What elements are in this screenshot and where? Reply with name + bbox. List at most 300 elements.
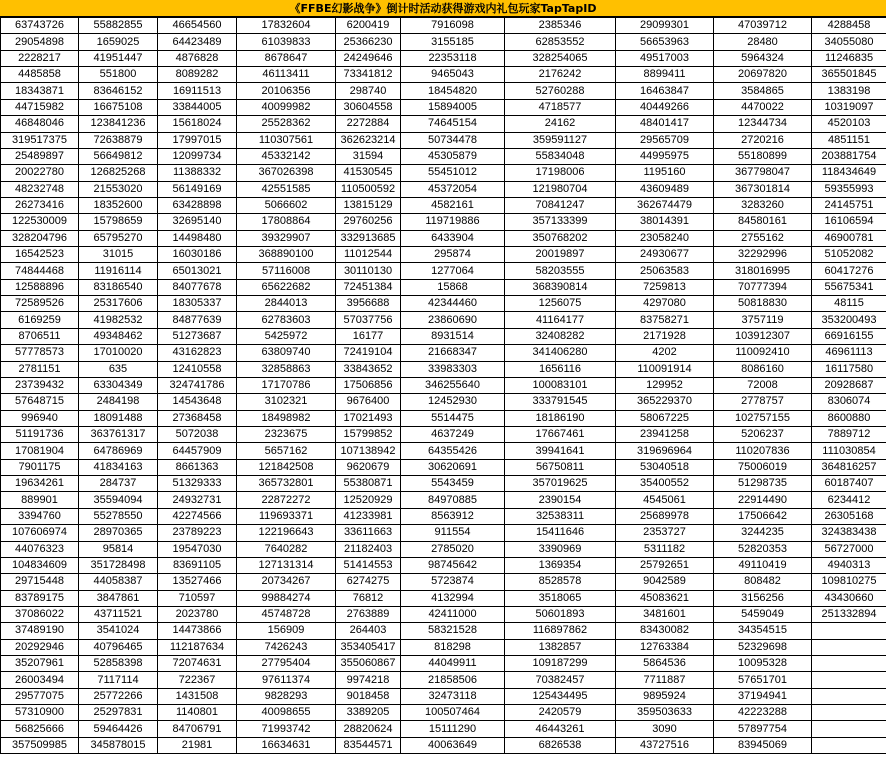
table-cell[interactable]: 251332894 [812,606,886,622]
table-cell[interactable]: 58067225 [616,410,714,426]
table-cell[interactable]: 5066602 [237,197,336,213]
table-cell[interactable]: 2171928 [616,328,714,344]
table-cell[interactable]: 1659025 [79,34,158,50]
table-cell[interactable]: 83186540 [79,279,158,295]
table-cell[interactable]: 3757119 [714,312,812,328]
table-cell[interactable]: 156909 [237,623,336,639]
table-cell[interactable]: 110091914 [616,361,714,377]
table-cell[interactable]: 2720216 [714,132,812,148]
table-cell[interactable]: 30110130 [336,263,401,279]
table-cell[interactable]: 84580161 [714,214,812,230]
table-cell[interactable]: 73341812 [336,67,401,83]
table-cell[interactable]: 20292946 [1,639,79,655]
table-cell[interactable] [812,737,886,753]
table-cell[interactable]: 364816257 [812,459,886,475]
table-cell[interactable]: 20106356 [237,83,336,99]
table-cell[interactable]: 33983303 [401,361,505,377]
table-cell[interactable]: 3584865 [714,83,812,99]
table-cell[interactable]: 15868 [401,279,505,295]
table-cell[interactable]: 722367 [158,672,237,688]
table-cell[interactable]: 1369354 [505,557,616,573]
table-cell[interactable]: 365501845 [812,67,886,83]
table-cell[interactable]: 17021493 [336,410,401,426]
table-cell[interactable]: 8678647 [237,50,336,66]
table-cell[interactable] [812,623,886,639]
table-cell[interactable]: 17667461 [505,426,616,442]
table-cell[interactable]: 13815129 [336,197,401,213]
table-cell[interactable]: 8899411 [616,67,714,83]
table-cell[interactable]: 121980704 [505,181,616,197]
table-cell[interactable]: 6826538 [505,737,616,753]
table-cell[interactable]: 4940313 [812,557,886,573]
table-cell[interactable]: 2763889 [336,606,401,622]
table-cell[interactable]: 43430660 [812,590,886,606]
table-cell[interactable]: 24145751 [812,197,886,213]
table-cell[interactable]: 15111290 [401,721,505,737]
table-cell[interactable]: 5072038 [158,426,237,442]
table-cell[interactable]: 2272884 [336,116,401,132]
table-cell[interactable]: 49517003 [616,50,714,66]
table-cell[interactable]: 15798659 [79,214,158,230]
table-cell[interactable]: 6234412 [812,492,886,508]
table-cell[interactable]: 2323675 [237,426,336,442]
table-cell[interactable]: 40449266 [616,99,714,115]
table-cell[interactable]: 28820624 [336,721,401,737]
table-cell[interactable]: 50818830 [714,296,812,312]
table-cell[interactable]: 3244235 [714,525,812,541]
table-cell[interactable]: 45332142 [237,148,336,164]
table-cell[interactable]: 37489190 [1,623,79,639]
table-cell[interactable]: 6433904 [401,230,505,246]
table-cell[interactable]: 27368458 [158,410,237,426]
table-cell[interactable]: 351728498 [79,557,158,573]
table-cell[interactable]: 60417276 [812,263,886,279]
table-cell[interactable]: 112187634 [158,639,237,655]
table-cell[interactable]: 43609489 [616,181,714,197]
table-cell[interactable]: 62783603 [237,312,336,328]
table-cell[interactable]: 58203555 [505,263,616,279]
table-cell[interactable]: 18352600 [79,197,158,213]
table-cell[interactable]: 3283260 [714,197,812,213]
table-cell[interactable]: 32408282 [505,328,616,344]
table-cell[interactable]: 56750811 [505,459,616,475]
table-cell[interactable]: 46848046 [1,116,79,132]
table-cell[interactable]: 83430082 [616,623,714,639]
table-cell[interactable]: 5723874 [401,574,505,590]
table-cell[interactable]: 72419104 [336,345,401,361]
table-cell[interactable]: 55380871 [336,476,401,492]
table-cell[interactable]: 18186190 [505,410,616,426]
table-cell[interactable]: 41951447 [79,50,158,66]
table-cell[interactable]: 1140801 [158,705,237,721]
table-cell[interactable]: 367026398 [237,165,336,181]
table-cell[interactable]: 25317606 [79,296,158,312]
table-cell[interactable]: 367798047 [714,165,812,181]
table-cell[interactable]: 111030854 [812,443,886,459]
table-cell[interactable]: 64355426 [401,443,505,459]
table-cell[interactable]: 5964324 [714,50,812,66]
table-cell[interactable]: 100083101 [505,377,616,393]
table-cell[interactable]: 3090 [616,721,714,737]
table-cell[interactable]: 357133399 [505,214,616,230]
table-cell[interactable]: 17506856 [336,377,401,393]
table-cell[interactable]: 6169259 [1,312,79,328]
table-cell[interactable]: 25297831 [79,705,158,721]
table-cell[interactable]: 362623214 [336,132,401,148]
table-cell[interactable]: 22353118 [401,50,505,66]
table-cell[interactable]: 20019897 [505,247,616,263]
table-cell[interactable]: 8306074 [812,394,886,410]
table-cell[interactable]: 57897754 [714,721,812,737]
table-cell[interactable]: 16542523 [1,247,79,263]
table-cell[interactable]: 9974218 [336,672,401,688]
table-cell[interactable]: 48401417 [616,116,714,132]
table-cell[interactable]: 17198006 [505,165,616,181]
table-cell[interactable]: 56825666 [1,721,79,737]
table-cell[interactable]: 25063583 [616,263,714,279]
table-cell[interactable] [812,672,886,688]
table-cell[interactable]: 119719886 [401,214,505,230]
table-cell[interactable]: 12099734 [158,148,237,164]
table-cell[interactable]: 362674479 [616,197,714,213]
table-cell[interactable]: 74645154 [401,116,505,132]
table-cell[interactable]: 46113411 [237,67,336,83]
table-cell[interactable]: 5206237 [714,426,812,442]
table-cell[interactable]: 4520103 [812,116,886,132]
table-cell[interactable]: 97611374 [237,672,336,688]
table-cell[interactable]: 51329333 [158,476,237,492]
table-cell[interactable]: 83758271 [616,312,714,328]
table-cell[interactable]: 5459049 [714,606,812,622]
table-cell[interactable]: 4202 [616,345,714,361]
table-cell[interactable]: 110307561 [237,132,336,148]
table-cell[interactable]: 4545061 [616,492,714,508]
table-cell[interactable]: 359503633 [616,705,714,721]
table-cell[interactable]: 56149169 [158,181,237,197]
table-cell[interactable]: 4485858 [1,67,79,83]
table-cell[interactable]: 52329698 [714,639,812,655]
table-cell[interactable]: 11012544 [336,247,401,263]
table-cell[interactable]: 29054898 [1,34,79,50]
table-cell[interactable]: 16106594 [812,214,886,230]
table-cell[interactable]: 284737 [79,476,158,492]
table-cell[interactable]: 264403 [336,623,401,639]
table-cell[interactable]: 109810275 [812,574,886,590]
table-cell[interactable]: 127131314 [237,557,336,573]
table-cell[interactable]: 345878015 [79,737,158,753]
table-cell[interactable]: 4876828 [158,50,237,66]
table-cell[interactable]: 8563912 [401,508,505,524]
table-cell[interactable]: 33844005 [158,99,237,115]
table-cell[interactable]: 21182403 [336,541,401,557]
table-cell[interactable]: 64423489 [158,34,237,50]
table-cell[interactable]: 59355993 [812,181,886,197]
table-cell[interactable]: 48115 [812,296,886,312]
table-cell[interactable]: 65795270 [79,230,158,246]
table-cell[interactable]: 3156256 [714,590,812,606]
table-cell[interactable]: 64786969 [79,443,158,459]
table-cell[interactable]: 996940 [1,410,79,426]
table-cell[interactable]: 55675341 [812,279,886,295]
table-cell[interactable]: 11916114 [79,263,158,279]
table-cell[interactable]: 62853552 [505,34,616,50]
table-cell[interactable]: 15894005 [401,99,505,115]
table-cell[interactable]: 2755162 [714,230,812,246]
table-cell[interactable]: 19547030 [158,541,237,557]
table-cell[interactable]: 551800 [79,67,158,83]
table-cell[interactable]: 7426243 [237,639,336,655]
table-cell[interactable]: 44076323 [1,541,79,557]
table-cell[interactable]: 58321528 [401,623,505,639]
table-cell[interactable]: 52820353 [714,541,812,557]
table-cell[interactable]: 72008 [714,377,812,393]
table-cell[interactable]: 1383198 [812,83,886,99]
table-cell[interactable]: 64457909 [158,443,237,459]
table-cell[interactable]: 23860690 [401,312,505,328]
table-cell[interactable]: 83945069 [714,737,812,753]
table-cell[interactable]: 49348462 [79,328,158,344]
table-cell[interactable]: 57651701 [714,672,812,688]
table-cell[interactable]: 29715448 [1,574,79,590]
table-cell[interactable]: 42274566 [158,508,237,524]
table-cell[interactable]: 2228217 [1,50,79,66]
table-cell[interactable]: 41164177 [505,312,616,328]
table-cell[interactable]: 84706791 [158,721,237,737]
table-cell[interactable]: 17170786 [237,377,336,393]
table-cell[interactable]: 353405417 [336,639,401,655]
table-cell[interactable]: 911554 [401,525,505,541]
table-cell[interactable]: 328204796 [1,230,79,246]
table-cell[interactable]: 110092410 [714,345,812,361]
table-cell[interactable]: 32473118 [401,688,505,704]
table-cell[interactable]: 7640282 [237,541,336,557]
table-cell[interactable]: 368890100 [237,247,336,263]
table-cell[interactable]: 3847861 [79,590,158,606]
table-cell[interactable]: 17506642 [714,508,812,524]
table-cell[interactable]: 16030186 [158,247,237,263]
table-cell[interactable]: 107606974 [1,525,79,541]
table-cell[interactable]: 46961113 [812,345,886,361]
table-cell[interactable]: 4637249 [401,426,505,442]
table-cell[interactable]: 18343871 [1,83,79,99]
table-cell[interactable]: 15799852 [336,426,401,442]
table-cell[interactable]: 75006019 [714,459,812,475]
table-cell[interactable]: 55180899 [714,148,812,164]
table-cell[interactable]: 63743726 [1,18,79,34]
table-cell[interactable]: 357019625 [505,476,616,492]
table-cell[interactable]: 12410558 [158,361,237,377]
table-cell[interactable]: 27795404 [237,656,336,672]
table-cell[interactable]: 23789223 [158,525,237,541]
table-cell[interactable]: 7259813 [616,279,714,295]
table-cell[interactable]: 34354515 [714,623,812,639]
table-cell[interactable]: 368390814 [505,279,616,295]
table-cell[interactable]: 72451384 [336,279,401,295]
table-cell[interactable]: 74844468 [1,263,79,279]
table-cell[interactable]: 9018458 [336,688,401,704]
table-cell[interactable]: 25366230 [336,34,401,50]
table-cell[interactable]: 107138942 [336,443,401,459]
table-cell[interactable]: 57648715 [1,394,79,410]
table-cell[interactable]: 21553020 [79,181,158,197]
table-cell[interactable]: 318016995 [714,263,812,279]
table-cell[interactable]: 13527466 [158,574,237,590]
table-cell[interactable] [812,721,886,737]
table-cell[interactable]: 35594094 [79,492,158,508]
table-cell[interactable]: 34055080 [812,34,886,50]
table-cell[interactable]: 70382457 [505,672,616,688]
table-cell[interactable]: 295874 [401,247,505,263]
table-cell[interactable]: 84077678 [158,279,237,295]
table-cell[interactable]: 23941258 [616,426,714,442]
table-cell[interactable]: 95814 [79,541,158,557]
table-cell[interactable]: 9042589 [616,574,714,590]
table-cell[interactable]: 3102321 [237,394,336,410]
table-cell[interactable]: 6200419 [336,18,401,34]
table-cell[interactable]: 5657162 [237,443,336,459]
table-cell[interactable]: 72589526 [1,296,79,312]
table-cell[interactable]: 65013021 [158,263,237,279]
table-cell[interactable]: 3956688 [336,296,401,312]
table-cell[interactable]: 5864536 [616,656,714,672]
table-cell[interactable]: 28970365 [79,525,158,541]
table-cell[interactable]: 1195160 [616,165,714,181]
table-cell[interactable]: 66916155 [812,328,886,344]
table-cell[interactable]: 3518065 [505,590,616,606]
table-cell[interactable]: 44049911 [401,656,505,672]
table-cell[interactable]: 70841247 [505,197,616,213]
table-cell[interactable]: 18305337 [158,296,237,312]
table-cell[interactable]: 17832604 [237,18,336,34]
table-cell[interactable]: 99884274 [237,590,336,606]
table-cell[interactable]: 16675108 [79,99,158,115]
table-cell[interactable]: 16463847 [616,83,714,99]
table-cell[interactable]: 46654560 [158,18,237,34]
table-cell[interactable]: 65622682 [237,279,336,295]
table-cell[interactable]: 357509985 [1,737,79,753]
table-cell[interactable]: 37086022 [1,606,79,622]
table-cell[interactable]: 26273416 [1,197,79,213]
table-cell[interactable]: 17808864 [237,214,336,230]
table-cell[interactable]: 122196643 [237,525,336,541]
table-cell[interactable]: 8706511 [1,328,79,344]
table-cell[interactable]: 17010020 [79,345,158,361]
table-cell[interactable]: 23739432 [1,377,79,393]
table-cell[interactable]: 365732801 [237,476,336,492]
table-cell[interactable]: 635 [79,361,158,377]
table-cell[interactable]: 20022780 [1,165,79,181]
table-cell[interactable]: 26305168 [812,508,886,524]
table-cell[interactable]: 57310900 [1,705,79,721]
table-cell[interactable]: 22914490 [714,492,812,508]
table-cell[interactable]: 818298 [401,639,505,655]
table-cell[interactable]: 42551585 [237,181,336,197]
table-cell[interactable]: 24162 [505,116,616,132]
table-cell[interactable]: 2781151 [1,361,79,377]
table-cell[interactable]: 7117114 [79,672,158,688]
table-cell[interactable]: 59464426 [79,721,158,737]
table-cell[interactable]: 48232748 [1,181,79,197]
table-cell[interactable]: 12344734 [714,116,812,132]
table-cell[interactable]: 8661363 [158,459,237,475]
table-cell[interactable]: 83691105 [158,557,237,573]
table-cell[interactable]: 52858398 [79,656,158,672]
table-cell[interactable]: 4297080 [616,296,714,312]
table-cell[interactable]: 32695140 [158,214,237,230]
table-cell[interactable]: 84877639 [158,312,237,328]
table-cell[interactable]: 11246835 [812,50,886,66]
table-cell[interactable]: 2390154 [505,492,616,508]
table-cell[interactable]: 10319097 [812,99,886,115]
table-cell[interactable]: 129952 [616,377,714,393]
table-cell[interactable]: 5311182 [616,541,714,557]
table-cell[interactable]: 9895924 [616,688,714,704]
table-cell[interactable]: 710597 [158,590,237,606]
table-cell[interactable]: 42344460 [401,296,505,312]
table-cell[interactable]: 12520929 [336,492,401,508]
table-cell[interactable]: 808482 [714,574,812,590]
table-cell[interactable]: 116897862 [505,623,616,639]
table-cell[interactable]: 1256075 [505,296,616,312]
table-cell[interactable]: 9465043 [401,67,505,83]
table-cell[interactable]: 4718577 [505,99,616,115]
table-cell[interactable]: 51414553 [336,557,401,573]
table-cell[interactable]: 125434495 [505,688,616,704]
table-cell[interactable]: 2176242 [505,67,616,83]
table-cell[interactable]: 61039833 [237,34,336,50]
table-cell[interactable]: 55278550 [79,508,158,524]
table-cell[interactable]: 2778757 [714,394,812,410]
table-cell[interactable]: 51298735 [714,476,812,492]
table-cell[interactable]: 70777394 [714,279,812,295]
table-cell[interactable]: 40063649 [401,737,505,753]
table-cell[interactable]: 16911513 [158,83,237,99]
table-cell[interactable]: 21858506 [401,672,505,688]
table-cell[interactable]: 60187407 [812,476,886,492]
table-cell[interactable]: 41233981 [336,508,401,524]
table-cell[interactable]: 126825268 [79,165,158,181]
table-cell[interactable]: 20734267 [237,574,336,590]
table-cell[interactable]: 3389205 [336,705,401,721]
table-cell[interactable]: 49110419 [714,557,812,573]
table-cell[interactable]: 7901175 [1,459,79,475]
table-cell[interactable]: 12763384 [616,639,714,655]
table-cell[interactable]: 56727000 [812,541,886,557]
table-cell[interactable]: 41834163 [79,459,158,475]
table-cell[interactable]: 21981 [158,737,237,753]
table-cell[interactable]: 32858863 [237,361,336,377]
table-cell[interactable]: 45748728 [237,606,336,622]
table-cell[interactable]: 45083621 [616,590,714,606]
table-cell[interactable]: 42223288 [714,705,812,721]
table-cell[interactable]: 319517375 [1,132,79,148]
table-cell[interactable] [812,688,886,704]
table-cell[interactable]: 17081904 [1,443,79,459]
table-cell[interactable]: 51191736 [1,426,79,442]
table-cell[interactable]: 57116008 [237,263,336,279]
table-cell[interactable]: 4470022 [714,99,812,115]
table-cell[interactable]: 365229370 [616,394,714,410]
table-cell[interactable]: 5425972 [237,328,336,344]
table-cell[interactable]: 12588896 [1,279,79,295]
table-cell[interactable]: 16177 [336,328,401,344]
table-cell[interactable]: 32292996 [714,247,812,263]
table-cell[interactable]: 7711887 [616,672,714,688]
table-cell[interactable]: 24932731 [158,492,237,508]
table-cell[interactable]: 83789175 [1,590,79,606]
table-cell[interactable]: 7916098 [401,18,505,34]
table-cell[interactable]: 55451012 [401,165,505,181]
